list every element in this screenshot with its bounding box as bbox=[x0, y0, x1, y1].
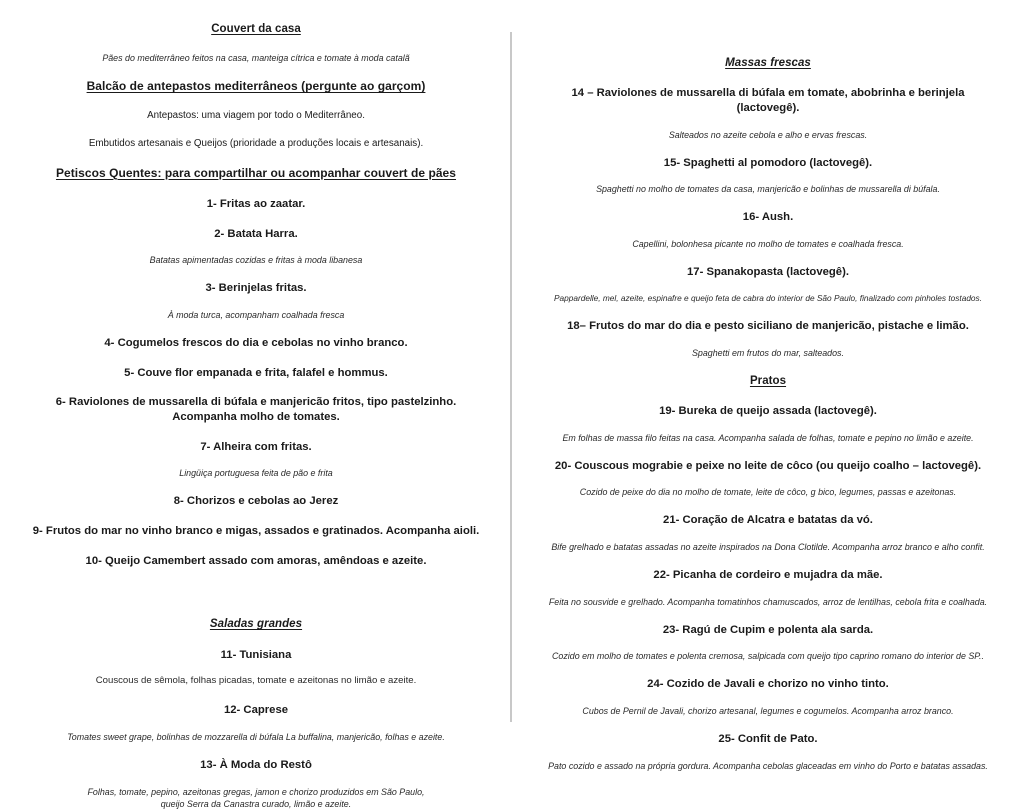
section-heading-massas bbox=[536, 56, 1000, 70]
menu-item-name: 3- Berinjelas fritas. bbox=[205, 282, 307, 295]
menu-item-name: 8- Chorizos e cebolas ao Jerez bbox=[173, 495, 339, 508]
menu-item-desc: Folhas, tomate, pepino, azeitonas gregas, jamon e chorizo produzidos em São Paulo, queijo Serra da Canastra curado, limão e azeite. bbox=[87, 786, 425, 809]
menu-item-desc: Couscous de sêmola, folhas picadas, tomate e azeitonas no limão e azeite. bbox=[95, 675, 417, 687]
menu-item-name: 20- Couscous mograbie e peixe no leite de côco (ou queijo coalho – lactovegê). bbox=[554, 459, 982, 472]
menu-item-desc: Batatas apimentadas cozidas e fritas à moda libanesa bbox=[149, 255, 363, 266]
menu-item-desc: Spaghetti no molho de tomates da casa, manjericão e bolinhas de mussarella di búfala. bbox=[596, 184, 940, 195]
menu-item-desc: Feita no sousvide e grelhado. Acompanha tomatinhos chamuscados, arroz de lentilhas, cebola frita e coalhada. bbox=[548, 596, 988, 607]
menu-item-desc: Cozido de peixe do dia no molho de tomate, leite de côco, g bico, legumes, passas e azeitonas. bbox=[579, 487, 957, 498]
menu-item-name: 15- Spaghetti al pomodoro (lactovegê). bbox=[663, 156, 873, 169]
menu-item-desc: Pato cozido e assado na própria gordura. Acompanha cebolas glaceadas em vinho do Porto e batatas assadas. bbox=[548, 760, 988, 771]
section-heading-balcao-text: Balcão de antepastos mediterrâneos (pergunte ao garçom) bbox=[86, 79, 426, 94]
menu-item-desc: Pappardelle, mel, azeite, espinafre e queijo feta de cabra do interior de São Paulo, finalizado com pinholes tostados. bbox=[553, 292, 983, 303]
menu-item-desc: Bife grelhado e batatas assadas no azeite inspirados na Dona Clotilde. Acompanha arroz branco e alho confit. bbox=[551, 542, 985, 553]
menu-item-name: 9- Frutos do mar no vinho branco e migas, assados e gratinados. Acompanha aioli. bbox=[32, 524, 480, 537]
menu-item-name: 5- Couve flor empanada e frita, falafel e hommus. bbox=[124, 366, 388, 379]
menu-item-name: 24- Cozido de Javali e chorizo no vinho tinto. bbox=[647, 678, 889, 691]
menu-item-name: 6- Raviolones de mussarella di búfala e manjericão fritos, tipo pastelzinho. Acompanha molho de tomates. bbox=[55, 396, 457, 423]
menu-item-name: 13- À Moda do Restô bbox=[200, 758, 312, 771]
section-heading-pratos bbox=[536, 374, 1000, 388]
menu-item-name: 11- Tunisiana bbox=[220, 648, 292, 661]
section-heading-pratos-text: Pratos bbox=[749, 374, 787, 387]
menu-item-desc: Cubos de Pernil de Javali, chorizo artesanal, legumes e cogumelos. Acompanha arroz branco. bbox=[582, 706, 954, 717]
section-heading-couvert bbox=[24, 22, 488, 36]
balcao-line-1: Antepastos: uma viagem por todo o Mediterrâneo. bbox=[147, 110, 365, 122]
couvert-intro: Pães do mediterrâneo feitos na casa, manteiga cítrica e tomate à moda catalã bbox=[102, 53, 410, 64]
menu-item-desc: Spaghetti em frutos do mar, salteados. bbox=[692, 347, 844, 358]
menu-item-name: 21- Coração de Alcatra e batatas da vó. bbox=[663, 514, 873, 527]
menu-item-desc: Capellini, bolonhesa picante no molho de tomates e coalhada fresca. bbox=[632, 239, 904, 250]
balcao-line-2: Embutidos artesanais e Queijos (prioridade a produções locais e artesanais). bbox=[88, 138, 424, 150]
section-spacer bbox=[24, 583, 488, 617]
section-heading-petiscos bbox=[24, 166, 488, 181]
menu-right-column bbox=[512, 0, 1024, 771]
section-heading-massas-text: Massas frescas bbox=[725, 57, 811, 69]
section-heading-petiscos-text: Petiscos Quentes: para compartilhar ou acompanhar couvert de pães bbox=[55, 165, 457, 180]
menu-item-name: 1- Fritas ao zaatar. bbox=[206, 197, 306, 210]
menu-item-name: 22- Picanha de cordeiro e mujadra da mãe. bbox=[653, 569, 883, 582]
menu-item-name: 7- Alheira com fritas. bbox=[200, 440, 312, 453]
menu-item-name: 19- Bureka de queijo assada (lactovegê). bbox=[659, 405, 877, 418]
section-heading-saladas bbox=[24, 617, 488, 631]
section-heading-saladas-text: Saladas grandes bbox=[209, 618, 303, 631]
menu-item-desc: Salteados no azeite cebola e alho e ervas frescas. bbox=[668, 129, 868, 140]
menu-item-name: 16- Aush. bbox=[742, 211, 794, 224]
menu-left-column bbox=[0, 0, 512, 809]
menu-item-name: 18– Frutos do mar do dia e pesto siciliano de manjericão, pistache e limão. bbox=[567, 319, 969, 332]
menu-item-name: 2- Batata Harra. bbox=[214, 227, 298, 240]
menu-item-name: 4- Cogumelos frescos do dia e cebolas no vinho branco. bbox=[104, 336, 408, 349]
menu-item-name: 10- Queijo Camembert assado com amoras, amêndoas e azeite. bbox=[85, 554, 427, 567]
section-heading-couvert-text: Couvert da casa bbox=[211, 23, 301, 35]
menu-item-name: 17- Spanakopasta (lactovegê). bbox=[687, 266, 849, 279]
column-divider bbox=[510, 32, 512, 722]
menu-item-desc: Tomates sweet grape, bolinhas de mozzarella di búfala La buffalina, manjericão, folhas e azeite. bbox=[67, 731, 445, 742]
menu-item-name: 12- Caprese bbox=[223, 704, 289, 717]
menu-item-desc: À moda turca, acompanham coalhada fresca bbox=[167, 309, 345, 320]
menu-item-name: 14 – Raviolones de mussarella di búfala em tomate, abobrinha e berinjela (lactovegê). bbox=[571, 87, 965, 115]
menu-item-desc: Lingüiça portuguesa feita de pão e frita bbox=[179, 468, 333, 479]
menu-item-desc: Cozido em molho de tomates e polenta cremosa, salpicada com queijo tipo caprino romano do interior de SP.. bbox=[552, 651, 984, 662]
menu-item-name: 23- Ragú de Cupim e polenta ala sarda. bbox=[662, 623, 874, 636]
menu-item-name: 25- Confit de Pato. bbox=[718, 733, 818, 746]
menu-item-desc: Em folhas de massa filo feitas na casa. Acompanha salada de folhas, tomate e pepino no limão e azeite. bbox=[562, 432, 974, 443]
section-heading-balcao bbox=[24, 79, 488, 94]
